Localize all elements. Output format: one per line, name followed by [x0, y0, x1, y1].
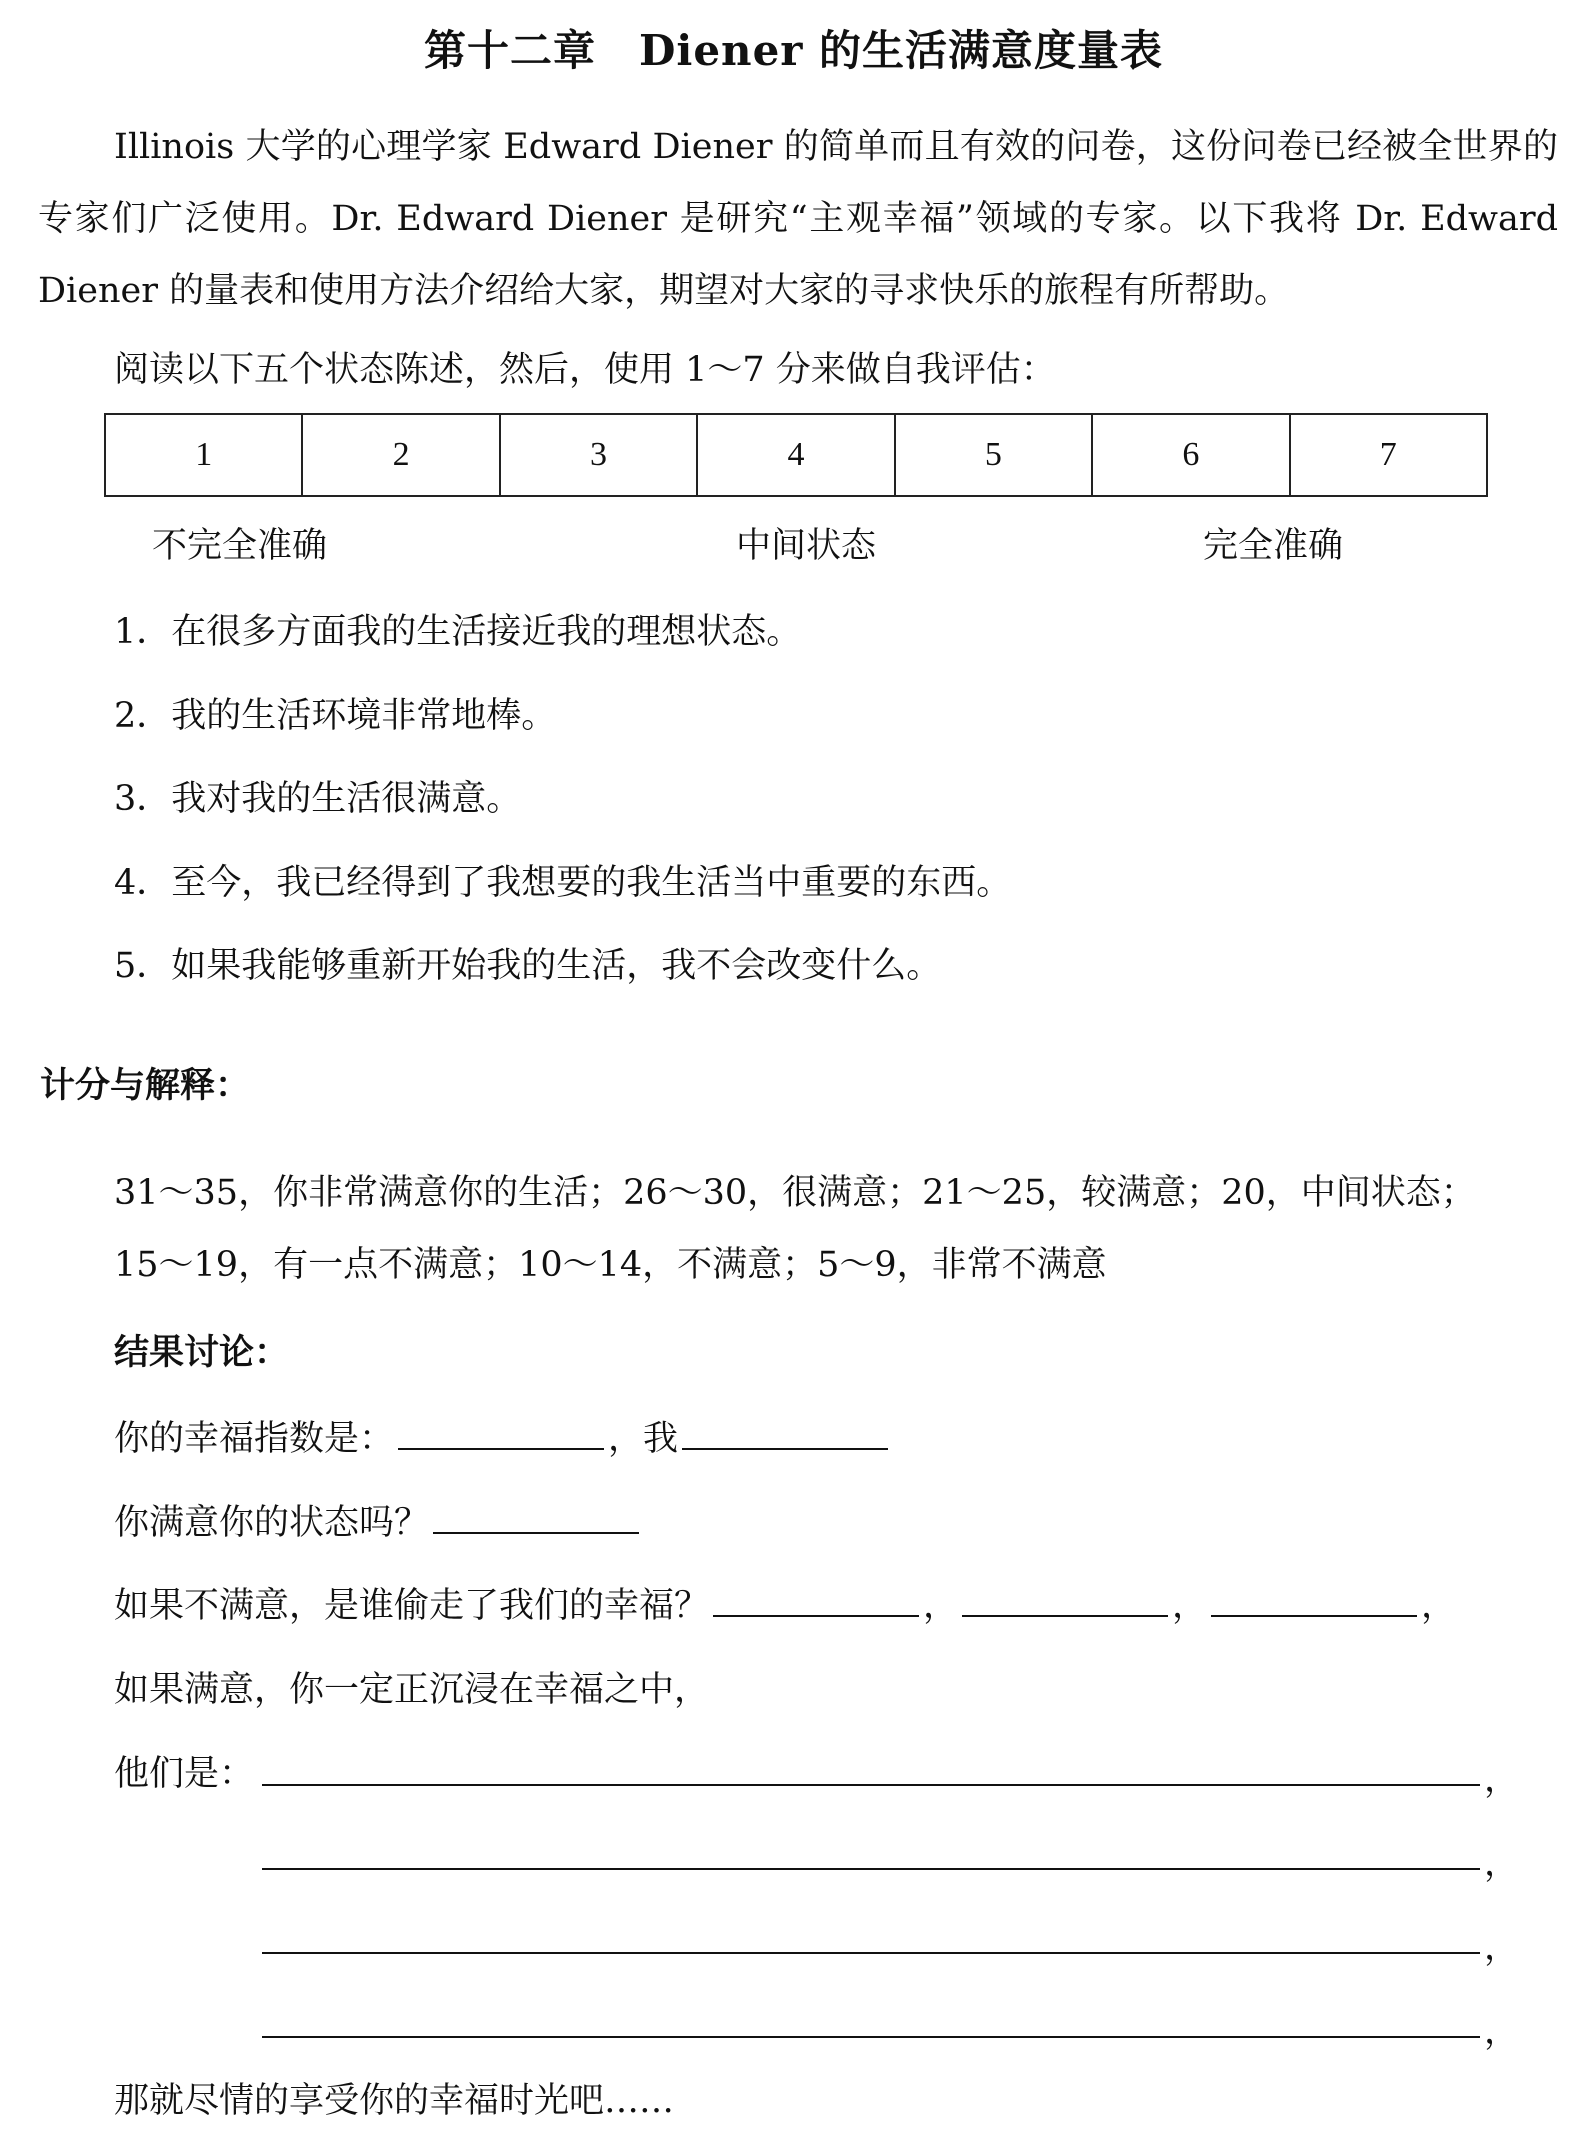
statement-5: 5．如果我能够重新开始我的生活，我不会改变什么。 [114, 946, 942, 986]
scale-anchor-mid: 中间状态 [736, 526, 877, 566]
satisfied-statement: 如果满意，你一定正沉浸在幸福之中， [114, 1670, 710, 1710]
answer-line-3[interactable] [262, 1952, 1480, 1954]
satisfied-question-label: 你满意你的状态吗？ [114, 1503, 430, 1543]
scale-point-2: 2 [302, 414, 499, 496]
happiness-index-label-2: ，我 [608, 1419, 679, 1459]
answer-line-1[interactable] [262, 1784, 1480, 1786]
thief-blank-3[interactable] [1211, 1585, 1417, 1617]
thief-question-row [114, 1578, 1456, 1628]
scoring-heading: 计分与解释： [40, 1065, 251, 1106]
self-blank[interactable] [682, 1418, 888, 1450]
happiness-index-row [114, 1411, 892, 1461]
separator: ， [1421, 1586, 1457, 1626]
separator: ， [923, 1586, 959, 1626]
satisfied-answer-blank[interactable] [433, 1502, 639, 1534]
answer-line-2-comma: ， [1484, 1844, 1520, 1884]
happiness-index-label: 你的幸福指数是： [114, 1419, 395, 1459]
satisfied-question-row [114, 1495, 643, 1545]
chapter-title: 第十二章 Diener 的生活满意度量表 [423, 26, 1164, 75]
answer-line-4-comma: ， [1484, 2012, 1520, 2052]
scale-anchor-high: 完全准确 [1203, 526, 1344, 566]
they-are-label: 他们是： [114, 1754, 255, 1794]
scoring-line-2: 15～19，有一点不满意；10～14，不满意；5～9，非常不满意 [114, 1245, 1107, 1285]
statement-3: 3．我对我的生活很满意。 [114, 779, 522, 819]
scale-point-6: 6 [1092, 414, 1289, 496]
scale-point-1: 1 [105, 414, 302, 496]
scoring-line-1: 31～35，你非常满意你的生活；26～30，很满意；21～25，较满意；20，中间状态； [114, 1173, 1476, 1213]
rating-scale-table [104, 413, 1488, 497]
statement-1: 1．在很多方面我的生活接近我的理想状态。 [114, 612, 802, 652]
thief-blank-1[interactable] [713, 1585, 919, 1617]
scale-point-3: 3 [500, 414, 697, 496]
thief-blank-2[interactable] [962, 1585, 1168, 1617]
answer-line-1-comma: ， [1484, 1760, 1520, 1800]
instruction-text: 阅读以下五个状态陈述，然后，使用 1～7 分来做自我评估： [114, 350, 1056, 390]
happiness-index-blank[interactable] [398, 1418, 604, 1450]
statement-2: 2．我的生活环境非常地棒。 [114, 696, 557, 736]
scale-point-7: 7 [1290, 414, 1487, 496]
answer-line-4[interactable] [262, 2036, 1480, 2038]
separator: ， [1172, 1586, 1208, 1626]
scale-anchor-low: 不完全准确 [152, 526, 328, 566]
closing-text: 那就尽情的享受你的幸福时光吧…… [114, 2081, 675, 2121]
intro-paragraph: Illinois 大学的心理学家 Edward Diener 的简单而且有效的问卷，这份问卷已经被全世界的专家们广泛使用。Dr. Edward Diener 是研究“主观幸福”领域的专家。以下我将 Dr. Edward Diener 的量表和使用方法介绍给大家，期望对大家的寻求快乐的旅程有所帮助。 [38, 127, 1558, 311]
scale-point-5: 5 [895, 414, 1092, 496]
statement-4: 4．至今，我已经得到了我想要的我生活当中重要的东西。 [114, 863, 1012, 903]
discussion-heading: 结果讨论： [114, 1332, 290, 1373]
scale-point-4: 4 [697, 414, 894, 496]
answer-line-3-comma: ， [1484, 1928, 1520, 1968]
thief-question-label: 如果不满意，是谁偷走了我们的幸福？ [114, 1586, 710, 1626]
answer-line-2[interactable] [262, 1868, 1480, 1870]
